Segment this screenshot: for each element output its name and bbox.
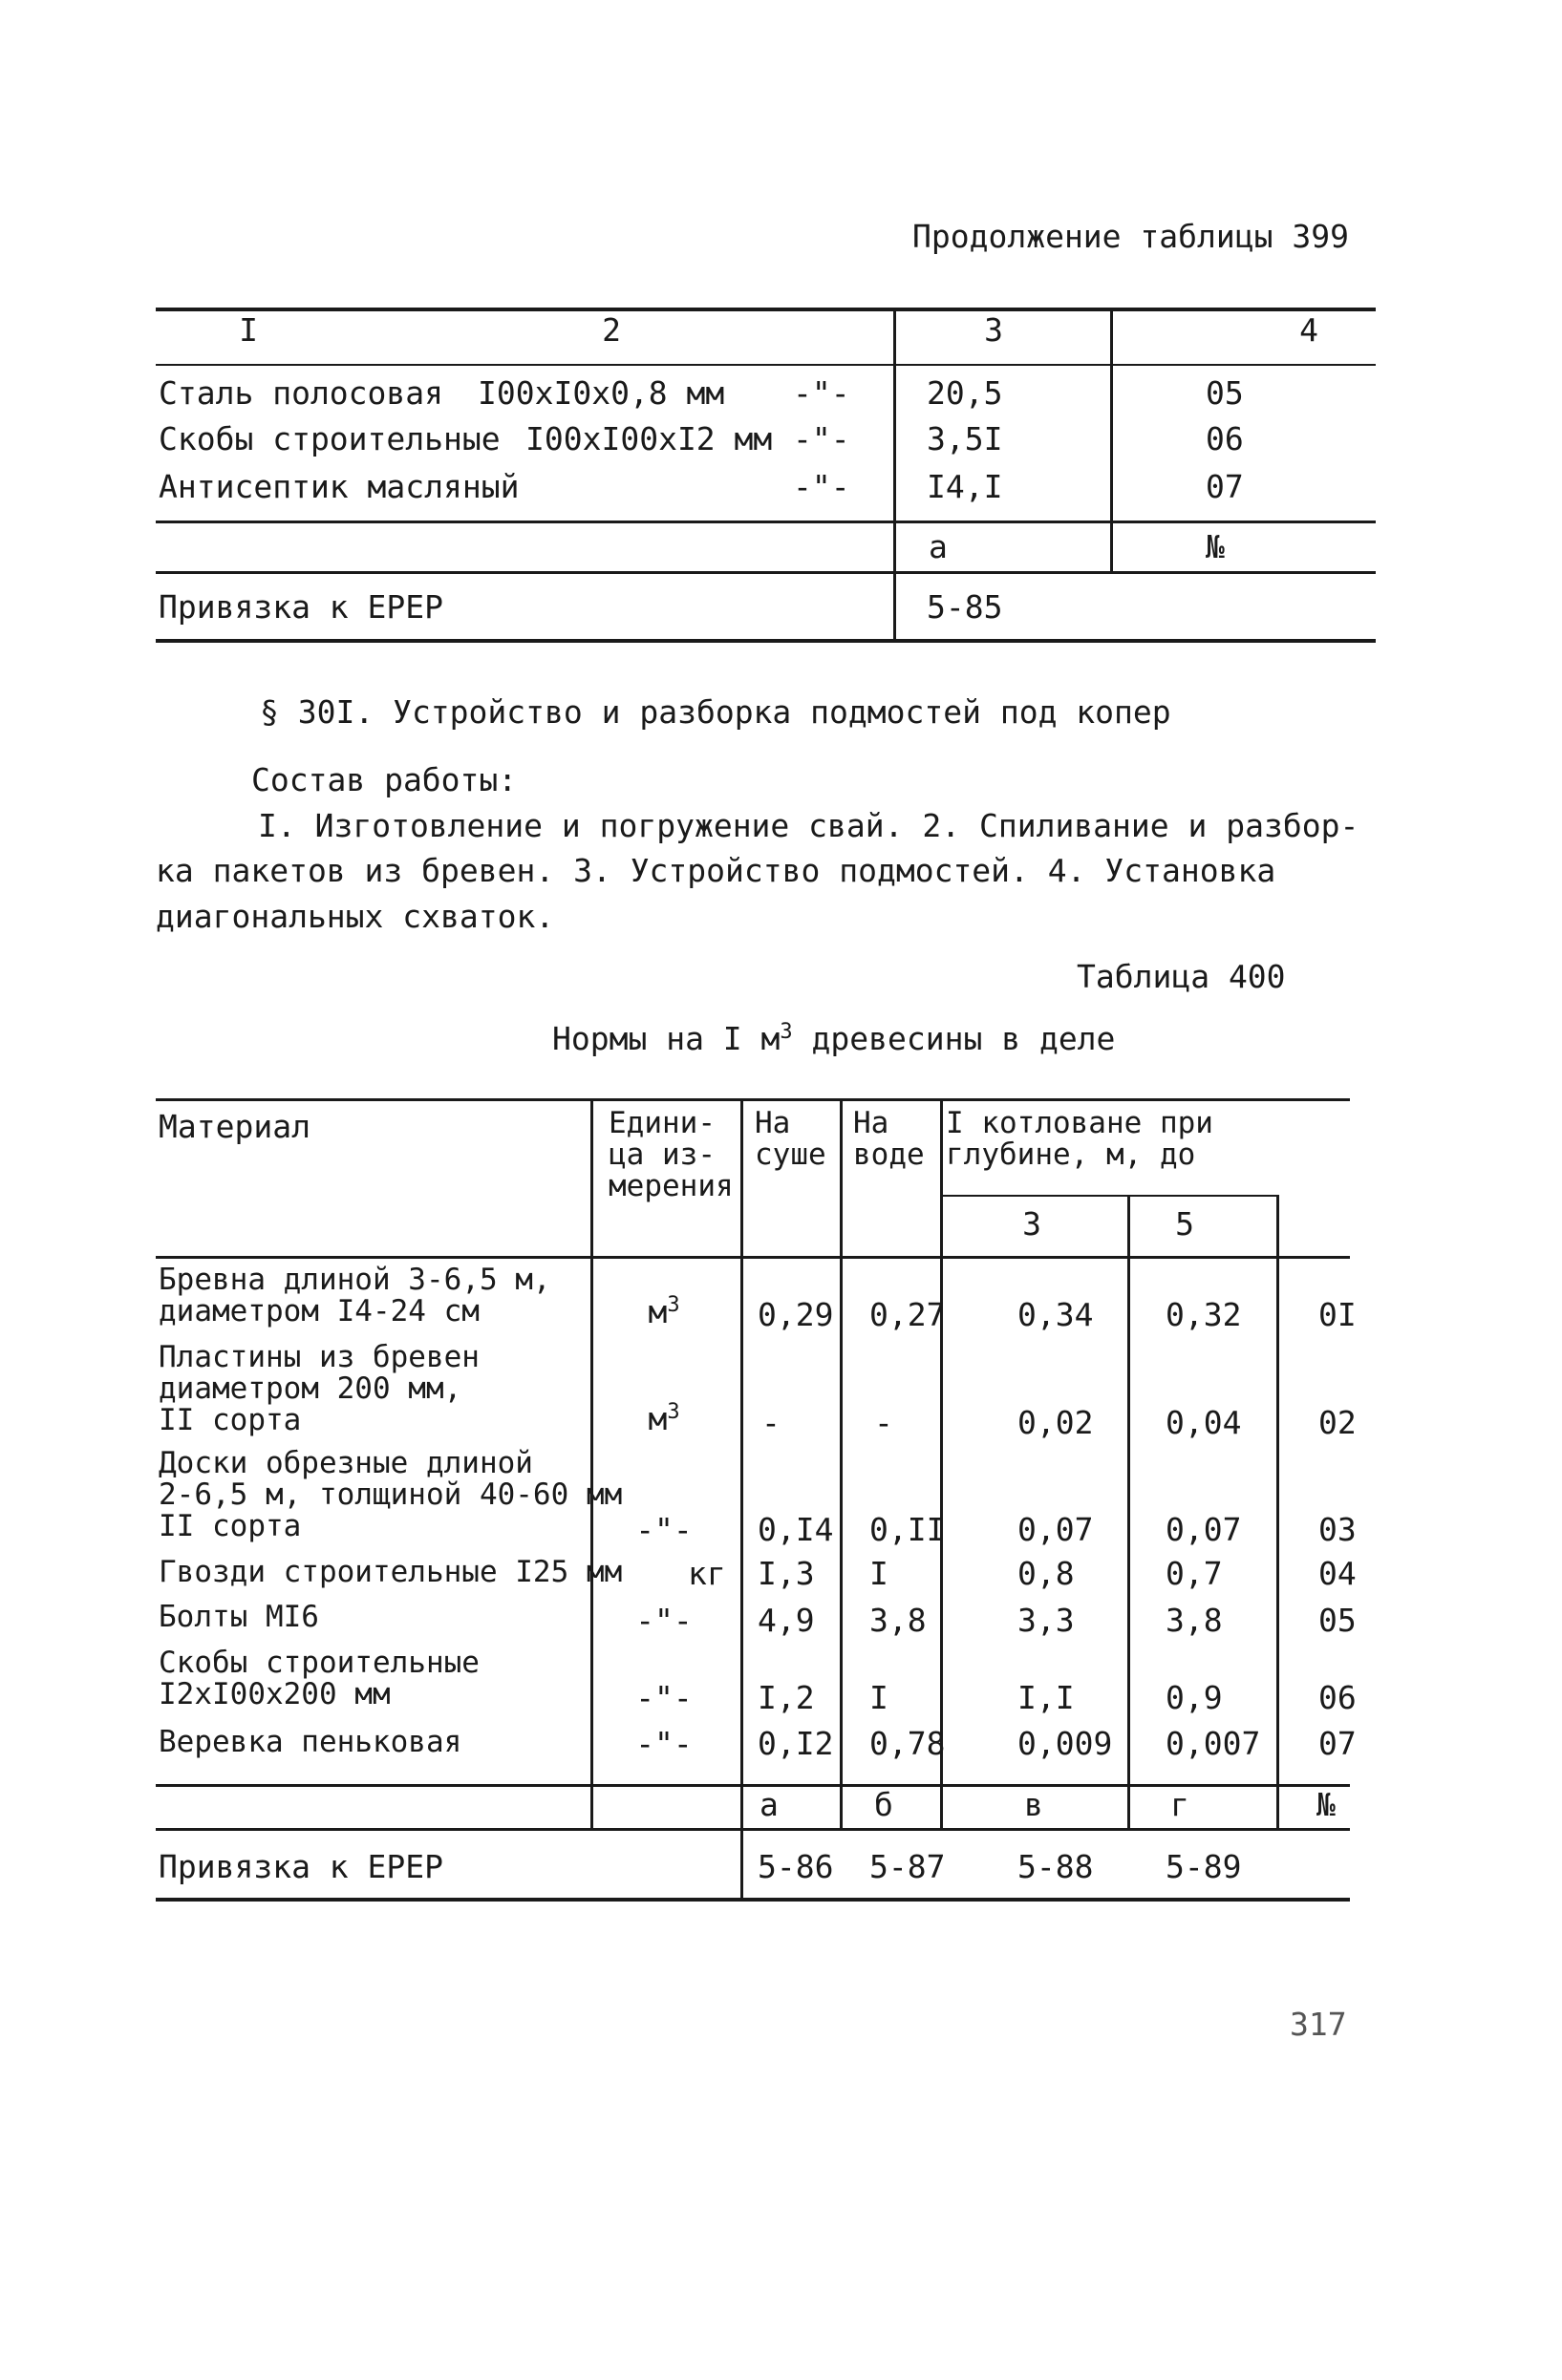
- table-bottom-rule: [156, 639, 1376, 643]
- value-depth-3: 0,07: [1017, 1511, 1094, 1548]
- value-water: -: [874, 1404, 893, 1441]
- header-unit-line: Едини-: [609, 1106, 716, 1140]
- unit: кг: [688, 1555, 726, 1592]
- value-land: 0,I4: [758, 1511, 834, 1548]
- composition-line: I. Изготовление и погружение свай. 2. Спиливание и разбор-: [258, 807, 1359, 844]
- value-land: 0,29: [758, 1296, 834, 1333]
- material-line: I2xI00x200 мм: [159, 1677, 391, 1711]
- code: 05: [1318, 1602, 1357, 1639]
- code: 05: [1206, 374, 1244, 412]
- header-pit-line: I котловане при: [946, 1106, 1213, 1140]
- table-header-rule: [156, 1256, 1350, 1259]
- unit: -"-: [635, 1725, 693, 1762]
- value-land: 4,9: [758, 1602, 815, 1639]
- material-line: II сорта: [159, 1509, 302, 1543]
- header-land-line: суше: [755, 1137, 826, 1172]
- table-letter-rule: [156, 1828, 1350, 1831]
- table-letter-rule: [156, 571, 1376, 574]
- binding-value: 5-85: [927, 588, 1003, 626]
- page-number: 317: [1290, 2006, 1347, 2043]
- composition-label: Состав работы:: [251, 761, 518, 798]
- header-unit-line: мерения: [609, 1169, 734, 1203]
- unit: -"-: [793, 468, 850, 505]
- material-name: Сталь полосовая: [159, 374, 444, 412]
- code: 02: [1318, 1404, 1357, 1441]
- column-letter: б: [874, 1786, 893, 1823]
- table-col-divider: [1127, 1195, 1130, 1831]
- value-depth-5: 0,9: [1166, 1679, 1223, 1716]
- material-line: Пластины из бревен: [159, 1340, 480, 1374]
- header-water-line: На: [853, 1106, 889, 1140]
- value-depth-3: 0,009: [1017, 1725, 1113, 1762]
- unit: -"-: [635, 1602, 693, 1639]
- unit: $м^3$: [648, 1293, 680, 1330]
- material-line: диаметром I4-24 см: [159, 1294, 480, 1328]
- code: 06: [1318, 1679, 1357, 1716]
- code: 04: [1318, 1555, 1357, 1592]
- binding-label: Привязка к ЕРЕР: [159, 1848, 444, 1885]
- code: 07: [1206, 468, 1244, 505]
- unit: -"-: [635, 1511, 693, 1548]
- code: 0I: [1318, 1296, 1357, 1333]
- number-sign: №: [1316, 1786, 1336, 1823]
- table-col-divider: [1110, 308, 1113, 573]
- value-water: 0,78: [869, 1725, 946, 1762]
- header-land-line: На: [755, 1106, 791, 1140]
- value-water: 0,27: [869, 1296, 946, 1333]
- binding-value: 5-87: [869, 1848, 946, 1885]
- material-spec: I00xI0x0,8 мм: [478, 374, 725, 412]
- binding-label: Привязка к ЕРЕР: [159, 588, 444, 626]
- table-header-rule: [156, 364, 1376, 366]
- header-depth-5: 5: [1175, 1205, 1194, 1243]
- column-letter: а: [760, 1786, 779, 1823]
- table-col-divider: [940, 1098, 943, 1831]
- material-name: Скобы строительные: [159, 420, 501, 457]
- col-number: I: [239, 311, 258, 349]
- material-line: Скобы строительные: [159, 1646, 480, 1680]
- value-depth-3: 0,02: [1017, 1404, 1094, 1441]
- table-bottom-rule: [156, 1898, 1350, 1902]
- value-land: -: [761, 1404, 781, 1441]
- table-top-rule: [156, 308, 1376, 311]
- composition-line: ка пакетов из бревен. 3. Устройство подмостей. 4. Установка: [156, 852, 1276, 889]
- value-depth-5: 0,007: [1166, 1725, 1261, 1762]
- depth-subheader-rule: [942, 1195, 1278, 1197]
- code: 06: [1206, 420, 1244, 457]
- section-title: § 30I. Устройство и разборка подмостей под копер: [260, 693, 1171, 731]
- table-col-divider: [840, 1098, 843, 1831]
- value-depth-3: 3,3: [1017, 1602, 1075, 1639]
- binding-value: 5-89: [1166, 1848, 1242, 1885]
- table-top-rule: [156, 1098, 1350, 1101]
- col-number: 3: [984, 311, 1003, 349]
- unit: -"-: [793, 420, 850, 457]
- composition-line: диагональных схваток.: [156, 898, 555, 935]
- header-water-line: воде: [853, 1137, 925, 1172]
- material-name: Антисептик масляный: [159, 468, 520, 505]
- number-sign: №: [1206, 528, 1225, 565]
- unit: -"-: [635, 1679, 693, 1716]
- material-line: диаметром 200 мм,: [159, 1371, 462, 1406]
- value-water: I: [869, 1679, 888, 1716]
- value-depth-5: 0,04: [1166, 1404, 1242, 1441]
- col-number: 4: [1299, 311, 1318, 349]
- value-depth-3: I,I: [1017, 1679, 1075, 1716]
- header-material: Материал: [159, 1108, 310, 1145]
- material-line: Веревка пеньковая: [159, 1725, 462, 1759]
- unit: -"-: [793, 374, 850, 412]
- value-water: 3,8: [869, 1602, 927, 1639]
- material-spec: I00xI00xI2 мм: [525, 420, 773, 457]
- binding-value: 5-88: [1017, 1848, 1094, 1885]
- value-depth-5: 0,32: [1166, 1296, 1242, 1333]
- continuation-caption: Продолжение таблицы 399: [912, 218, 1349, 255]
- material-line: II сорта: [159, 1403, 302, 1437]
- table-col-divider: [740, 1098, 743, 1901]
- value-depth-3: 0,34: [1017, 1296, 1094, 1333]
- value-land: I,2: [758, 1679, 815, 1716]
- table-col-divider: [893, 308, 896, 642]
- value-depth-5: 0,7: [1166, 1555, 1223, 1592]
- table-col-divider: [590, 1098, 593, 1831]
- column-letter: в: [1024, 1786, 1043, 1823]
- header-depth-3: 3: [1022, 1205, 1041, 1243]
- value-water: 0,II: [869, 1511, 946, 1548]
- material-line: Доски обрезные длиной: [159, 1446, 533, 1480]
- material-line: Гвозди строительные I25 мм: [159, 1555, 623, 1589]
- value-depth-5: 0,07: [1166, 1511, 1242, 1548]
- table-col-divider: [1276, 1195, 1279, 1831]
- value: I4,I: [927, 468, 1003, 505]
- unit: $м^3$: [648, 1400, 680, 1437]
- value-water: I: [869, 1555, 888, 1592]
- material-line: 2-6,5 м, толщиной 40-60 мм: [159, 1477, 623, 1512]
- material-line: Болты МI6: [159, 1600, 319, 1634]
- column-letter: г: [1170, 1786, 1189, 1823]
- code: 07: [1318, 1725, 1357, 1762]
- value: 3,5I: [927, 420, 1003, 457]
- binding-value: 5-86: [758, 1848, 834, 1885]
- value-depth-3: 0,8: [1017, 1555, 1075, 1592]
- column-letter: а: [929, 528, 948, 565]
- value-land: I,3: [758, 1555, 815, 1592]
- table-label: Таблица 400: [1077, 958, 1286, 995]
- header-unit-line: ца из-: [609, 1137, 716, 1172]
- table-title: Нормы на I $м^3$ древесины в деле: [552, 1020, 1116, 1057]
- header-pit-line: глубине, м, до: [946, 1137, 1196, 1172]
- value-land: 0,I2: [758, 1725, 834, 1762]
- value-depth-5: 3,8: [1166, 1602, 1223, 1639]
- value: 20,5: [927, 374, 1003, 412]
- table-body-rule: [156, 521, 1376, 523]
- col-number: 2: [602, 311, 621, 349]
- material-line: Бревна длиной 3-6,5 м,: [159, 1263, 551, 1297]
- code: 03: [1318, 1511, 1357, 1548]
